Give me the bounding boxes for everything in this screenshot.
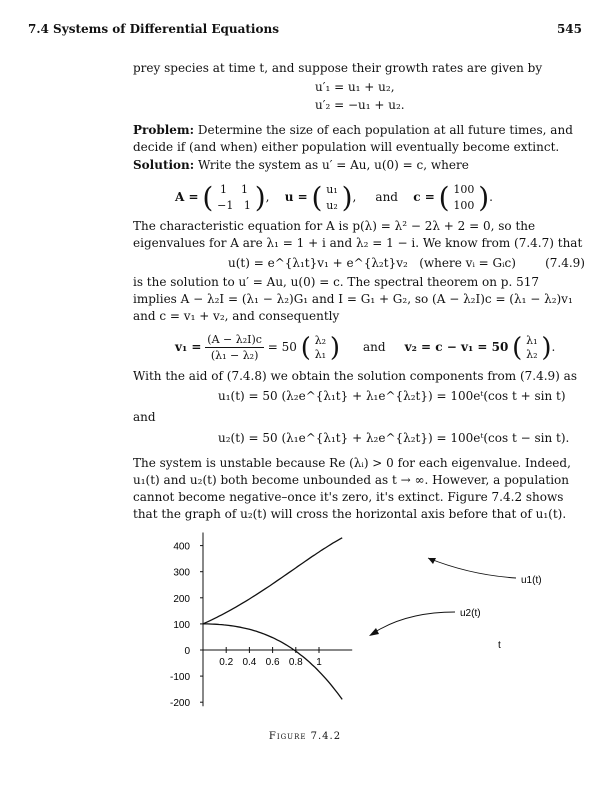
system-eq2: u′₂ = −u₁ + u₂.	[315, 98, 405, 112]
problem-text: Determine the size of each population at all future times, and decide if (and when) either population will eventually become extinct.	[133, 123, 573, 154]
y-tick-label: -200	[169, 698, 190, 710]
matrix-a	[217, 182, 251, 214]
series-u2-label: u2(t)	[460, 608, 481, 619]
vector-u-label: u =	[284, 190, 308, 204]
y-axis-ticks	[170, 542, 203, 710]
page-number: 545	[556, 22, 582, 36]
and-word: and	[362, 340, 386, 354]
vector-c	[453, 182, 474, 214]
v2-vector-bottom: λ₂	[526, 347, 538, 361]
paren-left: (	[438, 180, 450, 214]
paren-right: )	[478, 180, 490, 214]
paren-right: )	[541, 332, 552, 363]
v1-fraction	[205, 332, 264, 363]
v1-label: v₁ =	[175, 340, 202, 354]
problem-label: Problem:	[133, 123, 195, 137]
figure-caption: Figure 7.4.2	[268, 731, 342, 742]
x-tick-label: 0.4	[242, 657, 257, 668]
paren-right: )	[329, 332, 341, 363]
and-word: and	[375, 190, 398, 204]
section-title: 7.4 Systems of Differential Equations	[28, 22, 279, 36]
v1-vector	[315, 334, 326, 362]
eigenvector-equations: $v_1 = \frac{\text{(A − λ₂I)c}}{\text{(λ₁ − λ₂)}} = 50$ ( λ₂ λ₁ ) and v₂ = c − v₁ = 50 ( λ₁ λ₂ ).	[175, 332, 556, 363]
paren-right: )	[254, 180, 266, 214]
equation-tag: (7.4.9)	[545, 256, 585, 270]
vector-u	[326, 182, 338, 214]
fraction-denominator: (λ₁ − λ₂)	[210, 349, 259, 362]
paren-left: (	[300, 332, 311, 363]
x-axis-label: t	[498, 640, 501, 651]
y-tick-label: 400	[173, 541, 190, 553]
characteristic-paragraph: The characteristic equation for A is p(λ) = λ² − 2λ + 2 = 0, so the eigenvalues for A are λ₁ = 1 + i and λ₂ = 1 − i. We know from (7.4.7) that	[133, 219, 583, 250]
problem-paragraph	[133, 122, 585, 156]
y-tick-label: 300	[173, 567, 190, 579]
arrow-u2-pointer	[372, 612, 455, 634]
equation-u1: u₁(t) = 50 (λ₂e^{λ₁t} + λ₁e^{λ₂t}) = 100eᵗ(cos t + sin t)	[218, 389, 566, 403]
vector-u-row1: u₁	[326, 182, 338, 196]
solution-paragraph	[133, 157, 585, 174]
y-tick-label: 200	[173, 593, 190, 605]
matrix-a-label: A =	[175, 190, 199, 204]
series-u1-label: u1(t)	[521, 575, 542, 586]
x-tick-label: 0.2	[219, 657, 234, 668]
paren-left: (	[202, 180, 214, 214]
unstable-paragraph: The system is unstable because Re (λᵢ) > 0 for each eigenvalue. Indeed, u₁(t) and u₂(t) both become unbounded as t → ∞. However, a population cannot become negative–once it's zero, it's extinct. Figure 7.4.2 shows that the graph of u₂(t) will cross the horizontal axis before that of u₁(t).	[133, 456, 571, 521]
v2-vector-top: λ₁	[526, 333, 538, 347]
page-header	[28, 22, 582, 38]
and-line: and	[133, 410, 156, 424]
equation-7-4-9	[228, 256, 585, 270]
intro-text: prey species at time t, and suppose their growth rates are given by	[133, 61, 543, 75]
figure-7-4-2-chart	[0, 520, 610, 735]
vector-u-row2: u₂	[326, 198, 338, 212]
v1-equals: = 50	[267, 340, 297, 354]
y-tick-label: -100	[169, 672, 190, 684]
matrix-a-row1: 1 1	[220, 182, 248, 196]
v2-vector	[526, 334, 537, 362]
x-tick-label: 0.8	[288, 657, 303, 668]
vector-c-row1: 100	[453, 182, 475, 196]
x-tick-label: 0.6	[265, 657, 280, 668]
solution-text: Write the system as u′ = Au, u(0) = c, where	[198, 158, 469, 172]
x-tick-label: 1	[316, 657, 322, 668]
arrow-u2-head	[369, 628, 379, 636]
paren-right: )	[341, 180, 353, 214]
aid-paragraph: With the aid of (7.4.8) we obtain the solution components from (7.4.9) as	[133, 369, 577, 383]
spectral-paragraph: is the solution to u′ = Au, u(0) = c. The spectral theorem on p. 517 implies A − λ₂I = (λ₁ − λ₂)G₁ and I = G₁ + G₂, so (A − λ₂I)c = (λ₁ − λ₂)v₁ and c = v₁ + v₂, and consequently	[133, 275, 573, 323]
v2-label: v₂ = c − v₁ = 50	[404, 340, 509, 354]
y-tick-label: 100	[173, 619, 190, 631]
equation-u2: u₂(t) = 50 (λ₁e^{λ₁t} + λ₂e^{λ₂t}) = 100eᵗ(cos t − sin t).	[218, 431, 570, 445]
system-eq1: u′₁ = u₁ + u₂,	[315, 80, 395, 94]
v1-vector-bottom: λ₁	[314, 347, 327, 361]
paren-left: (	[512, 332, 523, 363]
matrix-definitions: A = ( 1 1 −1 1 ), u = ( u₁ u₂ ), and c = ( 100 100 ).	[175, 180, 493, 214]
solution-label: Solution:	[133, 158, 195, 172]
y-tick-label: 0	[184, 646, 190, 657]
vector-c-row2: 100	[453, 198, 475, 212]
arrow-u1-pointer	[428, 558, 516, 578]
v1-vector-top: λ₂	[314, 333, 327, 347]
vector-c-label: c =	[413, 190, 435, 204]
paren-left: (	[311, 180, 323, 214]
series-u1-line	[203, 538, 342, 624]
fraction-numerator: (A − λ₂I)c	[207, 333, 262, 346]
equation-7-4-9-body: u(t) = e^{λ₁t}v₁ + e^{λ₂t}v₂ (where vᵢ = Gᵢc)	[228, 256, 516, 270]
matrix-a-row2: −1 1	[217, 198, 251, 212]
